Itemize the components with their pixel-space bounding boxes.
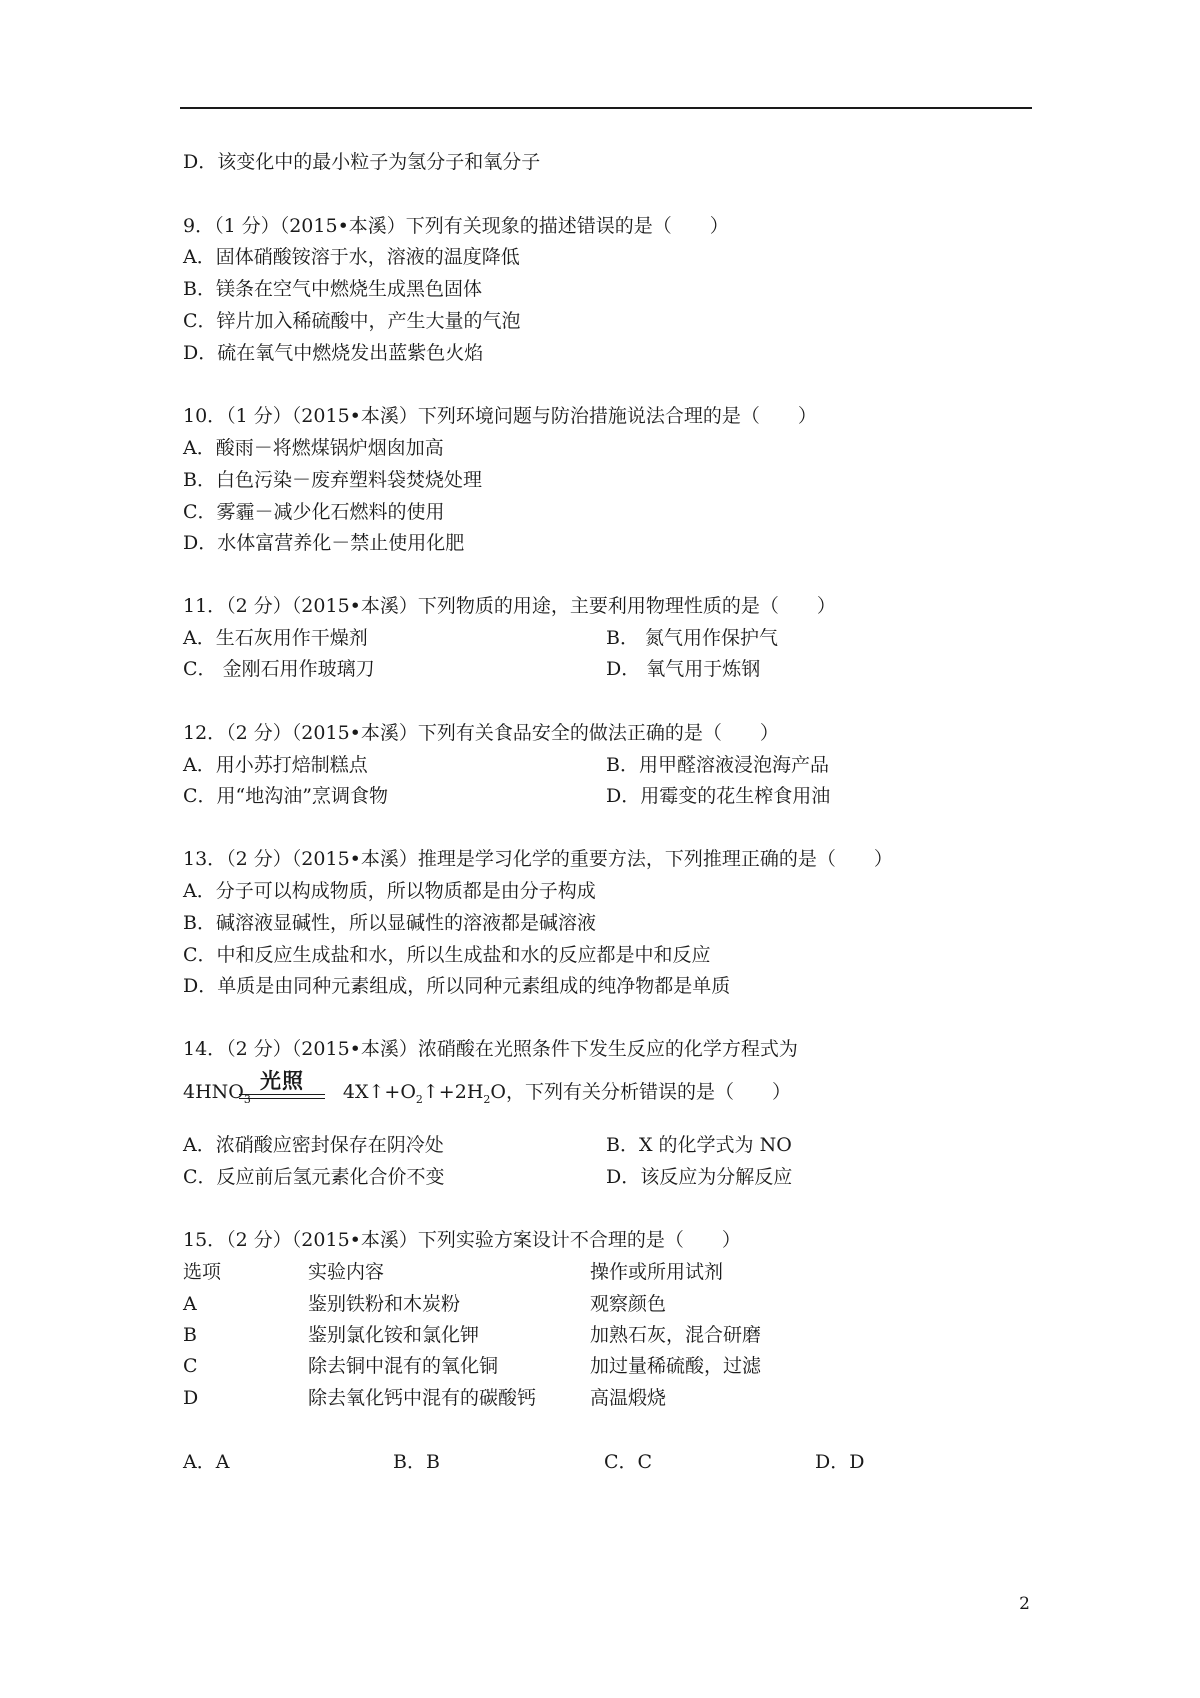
eq-product-2: ↑+2H xyxy=(422,1081,484,1103)
eq-sub: 3 xyxy=(243,1092,251,1106)
q13-option-b: B．碱溶液显碱性，所以显碱性的溶液都是碱溶液 xyxy=(183,912,596,934)
q9-option-a: A．固体硝酸铵溶于水，溶液的温度降低 xyxy=(183,246,520,268)
table-cell: 加熟石灰，混合研磨 xyxy=(590,1324,762,1346)
q15-option-a: A．A xyxy=(183,1451,230,1473)
eq-sub: 2 xyxy=(483,1092,491,1106)
q12-option-c: C．用“地沟油”烹调食物 xyxy=(183,785,388,807)
q15-option-d: D．D xyxy=(815,1451,865,1473)
q10-stem: 10．（1 分）（2015•本溪）下列环境问题与防治措施说法合理的是（ ） xyxy=(183,405,817,427)
q15-stem: 15．（2 分）（2015•本溪）下列实验方案设计不合理的是（ ） xyxy=(183,1229,741,1251)
chemical-equation xyxy=(183,1080,791,1112)
table-cell: 鉴别氯化铵和氯化钾 xyxy=(308,1324,480,1346)
q15-option-c: C．C xyxy=(604,1451,653,1473)
q11-option-a: A．生石灰用作干燥剂 xyxy=(183,627,368,649)
q13-option-c: C．中和反应生成盐和水，所以生成盐和水的反应都是中和反应 xyxy=(183,944,711,966)
q10-option-d: D．水体富营养化－禁止使用化肥 xyxy=(183,532,465,554)
table-cell: 加过量稀硫酸，过滤 xyxy=(590,1355,762,1377)
table-header-option: 选项 xyxy=(183,1261,222,1283)
table-cell: 除去铜中混有的氧化铜 xyxy=(308,1355,499,1377)
q13-option-a: A．分子可以构成物质，所以物质都是由分子构成 xyxy=(183,880,596,902)
reaction-condition: 光照 xyxy=(260,1069,304,1093)
q9-stem: 9．（1 分）（2015•本溪）下列有关现象的描述错误的是（ ） xyxy=(183,215,729,237)
q13-option-d: D．单质是由同种元素组成，所以同种元素组成的纯净物都是单质 xyxy=(183,975,731,997)
q14-stem: 14．（2 分）（2015•本溪）浓硝酸在光照条件下发生反应的化学方程式为 xyxy=(183,1038,798,1060)
q14-option-a: A．浓硝酸应密封保存在阴冷处 xyxy=(183,1134,444,1156)
q9-option-d: D．硫在氧气中燃烧发出蓝紫色火焰 xyxy=(183,342,484,364)
header-rule xyxy=(180,107,1032,109)
q12-option-b: B．用甲醛溶液浸泡海产品 xyxy=(606,754,829,776)
table-cell: C xyxy=(183,1355,198,1377)
q9-option-c: C．锌片加入稀硫酸中，产生大量的气泡 xyxy=(183,310,521,332)
q12-option-a: A．用小苏打焙制糕点 xyxy=(183,754,368,776)
q14-option-d: D．该反应为分解反应 xyxy=(606,1166,793,1188)
q12-option-d: D．用霉变的花生榨食用油 xyxy=(606,785,831,807)
q13-stem: 13．（2 分）（2015•本溪）推理是学习化学的重要方法，下列推理正确的是（ ） xyxy=(183,848,893,870)
q12-stem: 12．（2 分）（2015•本溪）下列有关食品安全的做法正确的是（ ） xyxy=(183,722,779,744)
table-cell: B xyxy=(183,1324,197,1346)
table-cell: 观察颜色 xyxy=(590,1293,667,1315)
table-cell: 高温煅烧 xyxy=(590,1387,667,1409)
page-number: 2 xyxy=(1019,1594,1030,1614)
table-cell: D xyxy=(183,1387,199,1409)
table-cell: 鉴别铁粉和木炭粉 xyxy=(308,1293,461,1315)
q11-option-d: D． 氧气用于炼钢 xyxy=(606,658,761,680)
q9-option-b: B．镁条在空气中燃烧生成黑色固体 xyxy=(183,278,482,300)
eq-product-1: 4X↑+O xyxy=(342,1081,416,1103)
q14-option-c: C．反应前后氢元素化合价不变 xyxy=(183,1166,445,1188)
q14-option-b: B．X 的化学式为 NO xyxy=(606,1134,792,1156)
q10-option-c: C．雾霾－减少化石燃料的使用 xyxy=(183,501,445,523)
q15-option-b: B．B xyxy=(393,1451,440,1473)
table-header-content: 实验内容 xyxy=(308,1261,385,1283)
q10-option-b: B．白色污染－废弃塑料袋焚烧处理 xyxy=(183,469,482,491)
eq-sub: 2 xyxy=(415,1092,423,1106)
eq-tail: O，下列有关分析错误的是（ ） xyxy=(490,1081,791,1103)
q8-option-d: D．该变化中的最小粒子为氢分子和氧分子 xyxy=(183,151,541,173)
table-cell: 除去氧化钙中混有的碳酸钙 xyxy=(308,1387,537,1409)
q11-option-b: B． 氮气用作保护气 xyxy=(606,627,779,649)
table-cell: A xyxy=(183,1293,197,1315)
q11-stem: 11．（2 分）（2015•本溪）下列物质的用途，主要利用物理性质的是（ ） xyxy=(183,595,836,617)
q10-option-a: A．酸雨－将燃煤锅炉烟囱加高 xyxy=(183,437,444,459)
table-header-reagent: 操作或所用试剂 xyxy=(590,1261,724,1283)
eq-reactant: 4HNO xyxy=(183,1081,244,1103)
q11-option-c: C． 金刚石用作玻璃刀 xyxy=(183,658,375,680)
